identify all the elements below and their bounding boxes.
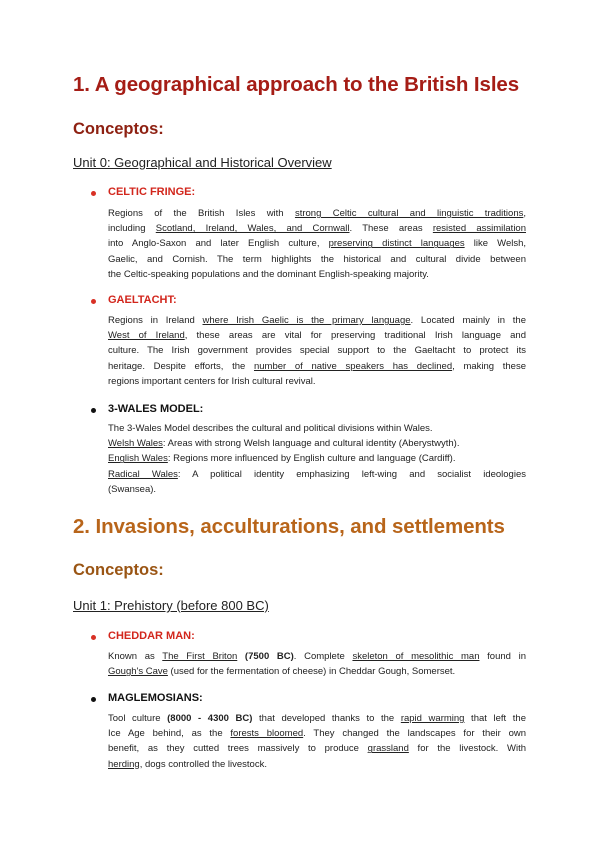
- section-title-1: 1. A geographical approach to the British Isles: [73, 73, 520, 96]
- text: found in: [479, 651, 526, 662]
- line: [108, 436, 526, 451]
- line: [108, 359, 526, 374]
- bullet-gaeltacht: [91, 299, 96, 304]
- section-title-2: 2. Invasions, acculturations, and settlements: [73, 515, 505, 538]
- conceptos-heading-1: Conceptos:: [73, 120, 164, 138]
- line: [108, 313, 526, 328]
- text: English Wales: [108, 453, 168, 465]
- bullet-3-wales-model: [91, 408, 96, 413]
- text: into Anglo-Saxon and later English culture,: [108, 238, 329, 250]
- line: [108, 451, 526, 466]
- text: Radical Wales: [108, 468, 178, 480]
- text: preserving distinct languages: [328, 238, 465, 250]
- text: herding: [108, 758, 140, 770]
- text: that developed thanks to the: [252, 713, 401, 724]
- text: . They changed the landscapes for their own: [303, 728, 526, 740]
- bullet-celtic-fringe: [91, 191, 96, 196]
- text: (7500 BC): [237, 651, 294, 662]
- text: , dogs controlled the livestock.: [139, 758, 267, 770]
- text: ,: [523, 208, 526, 219]
- term-celtic-fringe: CELTIC FRINGE:: [108, 186, 196, 198]
- text: skeleton of mesolithic man: [352, 651, 480, 662]
- line: [108, 467, 526, 482]
- text: Tool culture: [108, 713, 168, 724]
- text: benefit, as they cutted trees massively to produce: [108, 743, 368, 755]
- text: : A political identity emphasizing left-wing and socialist ideologies: [177, 468, 526, 480]
- term-3-wales-model: 3-WALES MODEL:: [108, 403, 204, 415]
- text: . These areas: [349, 223, 433, 235]
- line: (Swansea).: [108, 483, 157, 495]
- line: the Celtic-speaking populations and the dominant English-speaking majority.: [108, 268, 429, 280]
- line: culture. The Irish government provides special support to the Gaeltacht to protect its: [108, 345, 526, 357]
- text: rapid warming: [400, 713, 465, 724]
- text: number of native speakers has declined: [253, 360, 453, 372]
- term-gaeltacht: GAELTACHT:: [108, 294, 177, 306]
- text: where Irish Gaelic is the primary language: [202, 315, 411, 326]
- line: [108, 328, 526, 343]
- text: , making these: [452, 360, 526, 372]
- line: [108, 757, 526, 772]
- text: Regions in Ireland: [108, 315, 203, 326]
- text: Gough's Cave: [108, 666, 168, 678]
- text: strong Celtic cultural and linguistic traditions: [294, 208, 524, 219]
- line: [108, 221, 526, 236]
- text: : Areas with strong Welsh language and cultural identity (Aberystwyth).: [162, 438, 460, 450]
- paragraph-celtic-fringe: [108, 206, 526, 282]
- text: : Regions more influenced by English culture and language (Cardiff).: [167, 453, 456, 465]
- line: [108, 726, 526, 741]
- text: resisted assimilation: [432, 223, 526, 235]
- text: . Located mainly in the: [410, 315, 526, 326]
- text: including: [108, 223, 156, 235]
- text: heritage. Despite efforts, the: [108, 360, 254, 372]
- unit-0-heading: Unit 0: Geographical and Historical Overview: [73, 155, 332, 170]
- text: Ice Age behind, as the: [108, 728, 231, 740]
- text: , these areas are vital for preserving traditional Irish language and: [184, 330, 526, 342]
- line: Gaelic, and Cornish. The term highlights the historical and cultural divide between: [108, 253, 526, 265]
- text: for the livestock. With: [408, 743, 526, 755]
- conceptos-heading-2: Conceptos:: [73, 561, 164, 579]
- term-maglemosians: MAGLEMOSIANS:: [108, 692, 203, 704]
- bullet-cheddar-man: [91, 635, 96, 640]
- paragraph-maglemosians: [108, 711, 526, 772]
- line: [108, 206, 526, 221]
- line: [108, 711, 526, 726]
- term-cheddar-man: CHEDDAR MAN:: [108, 630, 195, 642]
- line: [108, 236, 526, 251]
- text: Regions of the British Isles with: [108, 208, 295, 219]
- text: like Welsh,: [464, 238, 526, 250]
- text: The First Briton: [162, 651, 238, 662]
- paragraph-3-wales-model: [108, 421, 526, 497]
- line: The 3-Wales Model describes the cultural and political divisions within Wales.: [108, 423, 433, 434]
- line: [108, 741, 526, 756]
- paragraph-cheddar-man: [108, 649, 526, 679]
- text: grassland: [367, 743, 409, 755]
- text: forests bloomed: [230, 728, 304, 740]
- text: that left the: [464, 713, 526, 724]
- line: [108, 664, 526, 679]
- text: (used for the fermentation of cheese) in Cheddar Gough, Somerset.: [167, 666, 456, 678]
- text: Welsh Wales: [108, 438, 163, 450]
- text: Known as: [108, 651, 163, 662]
- line: regions important centers for Irish cultural revival.: [108, 375, 316, 387]
- unit-1-heading: Unit 1: Prehistory (before 800 BC): [73, 598, 269, 613]
- paragraph-gaeltacht: [108, 313, 526, 389]
- line: [108, 649, 526, 664]
- text: . Complete: [293, 651, 353, 662]
- text: (8000 - 4300 BC): [167, 713, 253, 724]
- text: West of Ireland: [108, 330, 185, 342]
- text: Scotland, Ireland, Wales, and Cornwall: [155, 223, 350, 235]
- bullet-maglemosians: [91, 697, 96, 702]
